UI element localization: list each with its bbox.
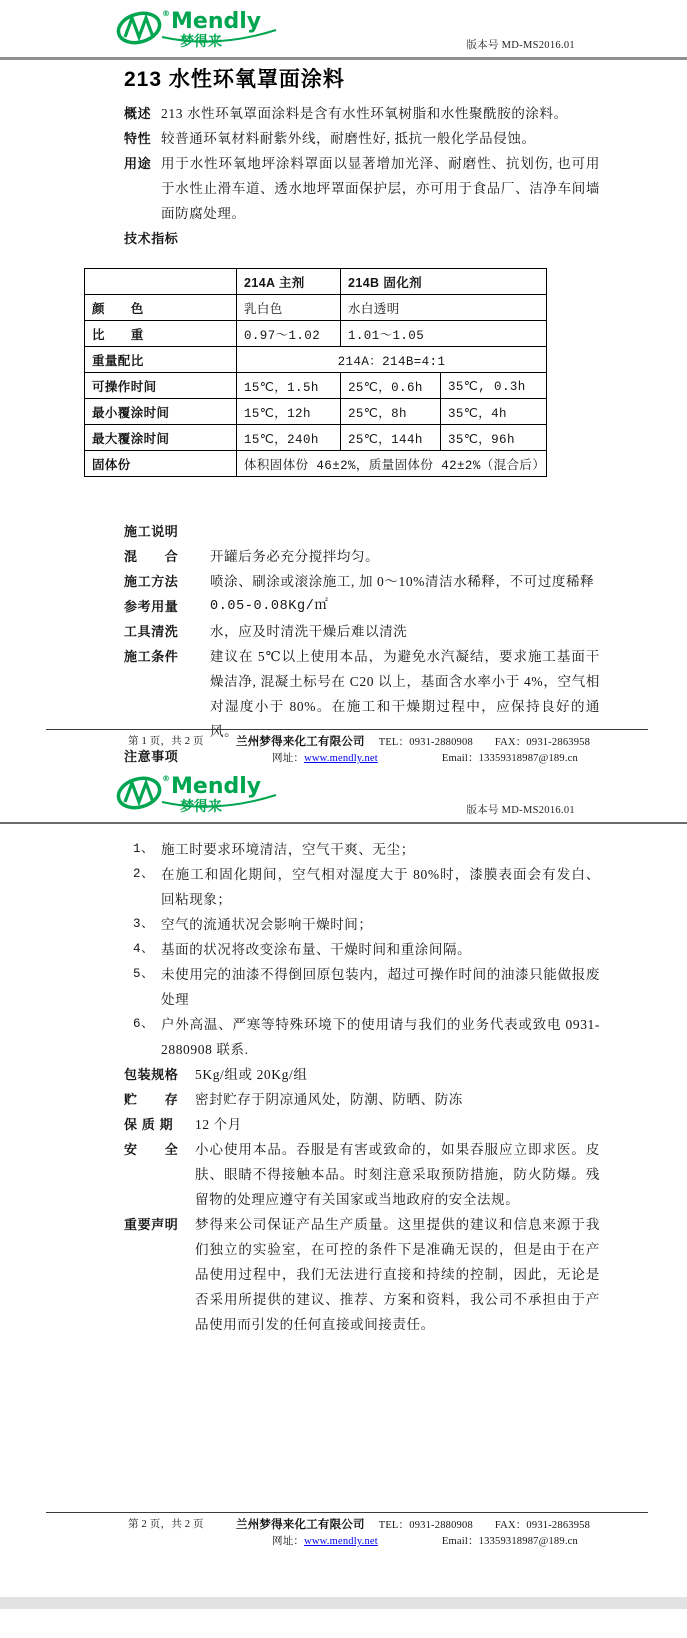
row-label: 固体份 <box>85 451 237 477</box>
notes-heading: 注意事项 <box>124 749 179 764</box>
cell-35c: 35℃，4h <box>441 399 547 425</box>
table-row-max-recoat <box>85 425 547 451</box>
storage-row <box>124 1087 600 1112</box>
note-text: 户外高温、严寒等特殊环境下的使用请与我们的业务代表或致电 0931-2880908 联系. <box>161 1017 600 1057</box>
overview-label: 概述 <box>124 106 152 121</box>
row-label: 颜 色 <box>85 295 237 321</box>
note-text: 未使用完的油漆不得倒回原包装内，超过可操作时间的油漆只能做报废处理 <box>161 967 600 1007</box>
email-label: Email：13359318987@189.cn <box>441 1536 578 1547</box>
cell-214a: 0.97～1.02 <box>237 321 341 347</box>
website-label: 网址： <box>272 1536 305 1547</box>
website-link[interactable]: www.mendly.net <box>304 753 378 764</box>
condition-label: 施工条件 <box>124 649 179 664</box>
note-number: 5、 <box>133 967 155 981</box>
fax-label: FAX：0931-2863958 <box>494 737 591 748</box>
table-row-color <box>85 295 547 321</box>
brand-wordmark-cn: 梦得来 <box>180 799 222 814</box>
fax-label: FAX：0931-2863958 <box>494 1520 591 1531</box>
ellipse-icon <box>116 9 163 47</box>
footer-company-block <box>236 733 648 765</box>
dosage-text: 0.05-0.08Kg/㎡ <box>210 599 329 614</box>
safety-text: 小心使用本品。吞服是有害或致命的，如果吞服应立即求医。皮肤、眼睛不得接触本品。时刻注意采取预防措施，防火防爆。残留物的处理应遵守有关国家或当地政府的安全法规。 <box>195 1142 600 1207</box>
registered-mark: ® <box>162 9 170 18</box>
dosage-label: 参考用量 <box>124 599 179 614</box>
cleaning-label: 工具清洗 <box>124 624 179 639</box>
cleaning-row <box>124 619 600 644</box>
page1-content <box>124 66 600 251</box>
brand-wordmark-cn: 梦得来 <box>180 34 222 49</box>
safety-label: 安 全 <box>124 1142 179 1157</box>
mix-label: 混 合 <box>124 549 179 564</box>
usage-row <box>124 151 600 226</box>
note-number: 3、 <box>133 917 155 931</box>
cell-solids: 体积固体份 46±2%，质量固体份 42±2%（混合后） <box>237 451 547 477</box>
mendly-logo-graphic <box>116 772 288 814</box>
feature-label: 特性 <box>124 131 152 146</box>
note-text: 基面的状况将改变涂布量、干燥时间和重涂间隔。 <box>161 942 472 957</box>
footer-line2 <box>236 1533 648 1548</box>
company-name: 兰州梦得来化工有限公司 <box>236 1519 365 1531</box>
footer-line2 <box>236 750 648 765</box>
table-row-header <box>85 269 547 295</box>
website-label: 网址： <box>272 753 305 764</box>
brand-logo <box>116 772 288 819</box>
m-mark-icon <box>125 18 153 37</box>
cell-15c: 15℃，240h <box>237 425 341 451</box>
tel-label: TEL：0931-2880908 <box>378 737 473 748</box>
mix-row <box>124 544 600 569</box>
page-title: 213 水性环氧罩面涂料 <box>124 68 345 91</box>
feature-text: 较普通环氧材料耐紫外线，耐磨性好, 抵抗一般化学品侵蚀。 <box>161 131 536 146</box>
cell-35c: 35℃, 0.3h <box>441 373 547 399</box>
page1-footer <box>46 729 648 765</box>
dosage-row <box>124 594 600 619</box>
table-row-ratio <box>85 347 547 373</box>
cell-15c: 15℃，12h <box>237 399 341 425</box>
cell-25c: 25℃，0.6h <box>341 373 441 399</box>
company-name: 兰州梦得来化工有限公司 <box>236 736 365 748</box>
mix-text: 开罐后务必充分搅拌均匀。 <box>210 549 380 564</box>
registered-mark: ® <box>162 774 170 783</box>
page-number: 第 2 页，共 2 页 <box>128 1519 204 1530</box>
note-text: 在施工和固化期间，空气相对湿度大于 80%时，漆膜表面会有发白、回粘现象； <box>161 867 600 907</box>
row-label: 最大覆涂时间 <box>85 425 237 451</box>
method-row <box>124 569 600 594</box>
cell-35c: 35℃，96h <box>441 425 547 451</box>
page1-header <box>0 0 687 60</box>
footer-company-block <box>236 1516 648 1548</box>
email-label: Email：13359318987@189.cn <box>441 753 578 764</box>
tech-specs-heading: 技术指标 <box>124 231 179 246</box>
note-text: 施工时要求环境清洁，空气干爽、无尘； <box>161 842 415 857</box>
brand-logo <box>116 7 288 54</box>
cell-15c: 15℃，1.5h <box>237 373 341 399</box>
table-head-214a: 214A 主剂 <box>237 269 341 295</box>
note-text: 空气的流通状况会影响干燥时间； <box>161 917 373 932</box>
table-cell-empty <box>85 269 237 295</box>
page2-footer <box>46 1512 648 1548</box>
packaging-row <box>124 1062 600 1087</box>
footer-line1 <box>236 733 648 749</box>
page-boundary-band <box>0 1597 687 1609</box>
tech-specs-table <box>84 268 547 477</box>
table-row-potlife <box>85 373 547 399</box>
page-1 <box>0 0 687 765</box>
storage-text: 密封贮存于阴凉通风处，防潮、防晒、防冻 <box>195 1092 463 1107</box>
note-number: 6、 <box>133 1017 155 1031</box>
table-row-gravity <box>85 321 547 347</box>
note-item-3 <box>124 912 600 937</box>
cleaning-text: 水，应及时清洗干燥后难以清洗 <box>210 624 408 639</box>
safety-row <box>124 1137 600 1212</box>
table-row-solids <box>85 451 547 477</box>
table-head-214b: 214B 固化剂 <box>341 269 547 295</box>
page-number: 第 1 页，共 2 页 <box>128 736 204 747</box>
condition-text: 建议在 5℃以上使用本品，为避免水汽凝结，要求施工基面干燥洁净, 混凝土标号在 C20 以上，基面含水率小于 4%，空气相对湿度小于 80%。在施工和干燥期过程中，应保持良好的通风。 <box>210 649 600 739</box>
row-label: 最小覆涂时间 <box>85 399 237 425</box>
cell-214b: 水白透明 <box>341 295 547 321</box>
website-link[interactable]: www.mendly.net <box>304 1536 378 1547</box>
cell-214b: 1.01～1.05 <box>341 321 547 347</box>
overview-text: 213 水性环氧罩面涂料是含有水性环氧树脂和水性聚酰胺的涂料。 <box>161 106 568 121</box>
note-number: 4、 <box>133 942 155 956</box>
usage-text: 用于水性环氧地坪涂料罩面以显著增加光泽、耐磨性、抗划伤, 也可用于水性止滑车道、透水地坪罩面保护层，亦可用于食品厂、洁净车间墙面防腐处理。 <box>161 156 600 221</box>
storage-label: 贮 存 <box>124 1092 179 1107</box>
cell-214a: 乳白色 <box>237 295 341 321</box>
table-row-min-recoat <box>85 399 547 425</box>
cell-25c: 25℃，144h <box>341 425 441 451</box>
disclaimer-label: 重要声明 <box>124 1217 179 1232</box>
m-mark-icon <box>125 783 153 802</box>
brand-wordmark: Mendly <box>171 774 262 799</box>
note-item-2 <box>124 862 600 912</box>
page-2 <box>0 765 687 1597</box>
note-number: 2、 <box>133 867 155 881</box>
notes-list <box>124 837 600 1337</box>
row-label: 重量配比 <box>85 347 237 373</box>
shelf-life-text: 12 个月 <box>195 1117 242 1132</box>
disclaimer-row <box>124 1212 600 1337</box>
brand-wordmark: Mendly <box>171 9 262 34</box>
cell-ratio: 214A：214B=4:1 <box>237 347 547 373</box>
method-label: 施工方法 <box>124 574 179 589</box>
note-item-6 <box>124 1012 600 1062</box>
method-text: 喷涂、刷涂或滚涂施工, 加 0～10%清洁水稀释，不可过度稀释 <box>210 574 595 589</box>
cell-25c: 25℃，8h <box>341 399 441 425</box>
note-item-5 <box>124 962 600 1012</box>
packaging-label: 包装规格 <box>124 1067 179 1082</box>
construction-heading: 施工说明 <box>124 524 179 539</box>
page2-header <box>0 765 687 824</box>
website-row <box>272 750 378 765</box>
shelf-life-row <box>124 1112 600 1137</box>
packaging-text: 5Kg/组或 20Kg/组 <box>195 1067 308 1082</box>
tel-label: TEL：0931-2880908 <box>378 1520 473 1531</box>
footer-line1 <box>236 1516 648 1532</box>
mendly-logo-graphic <box>116 7 288 49</box>
row-label: 比 重 <box>85 321 237 347</box>
note-item-1 <box>124 837 600 862</box>
version-label: 版本号 MD-MS2016.01 <box>466 805 575 816</box>
note-number: 1、 <box>133 842 155 856</box>
disclaimer-text: 梦得来公司保证产品生产质量。这里提供的建议和信息来源于我们独立的实验室，在可控的条件下是准确无误的，但是由于在产品使用过程中，我们无法进行直接和持续的控制，因此，无论是否采用所提供的建议、推荐、方案和资料，我公司不承担由于产品使用而引发的任何直接或间接责任。 <box>195 1217 600 1332</box>
note-item-4 <box>124 937 600 962</box>
feature-row <box>124 126 600 151</box>
usage-label: 用途 <box>124 156 152 171</box>
overview-row <box>124 101 600 126</box>
ellipse-icon <box>116 774 163 812</box>
shelf-life-label: 保 质 期 <box>124 1117 174 1132</box>
version-label: 版本号 MD-MS2016.01 <box>466 40 575 51</box>
website-row <box>272 1533 378 1548</box>
row-label: 可操作时间 <box>85 373 237 399</box>
